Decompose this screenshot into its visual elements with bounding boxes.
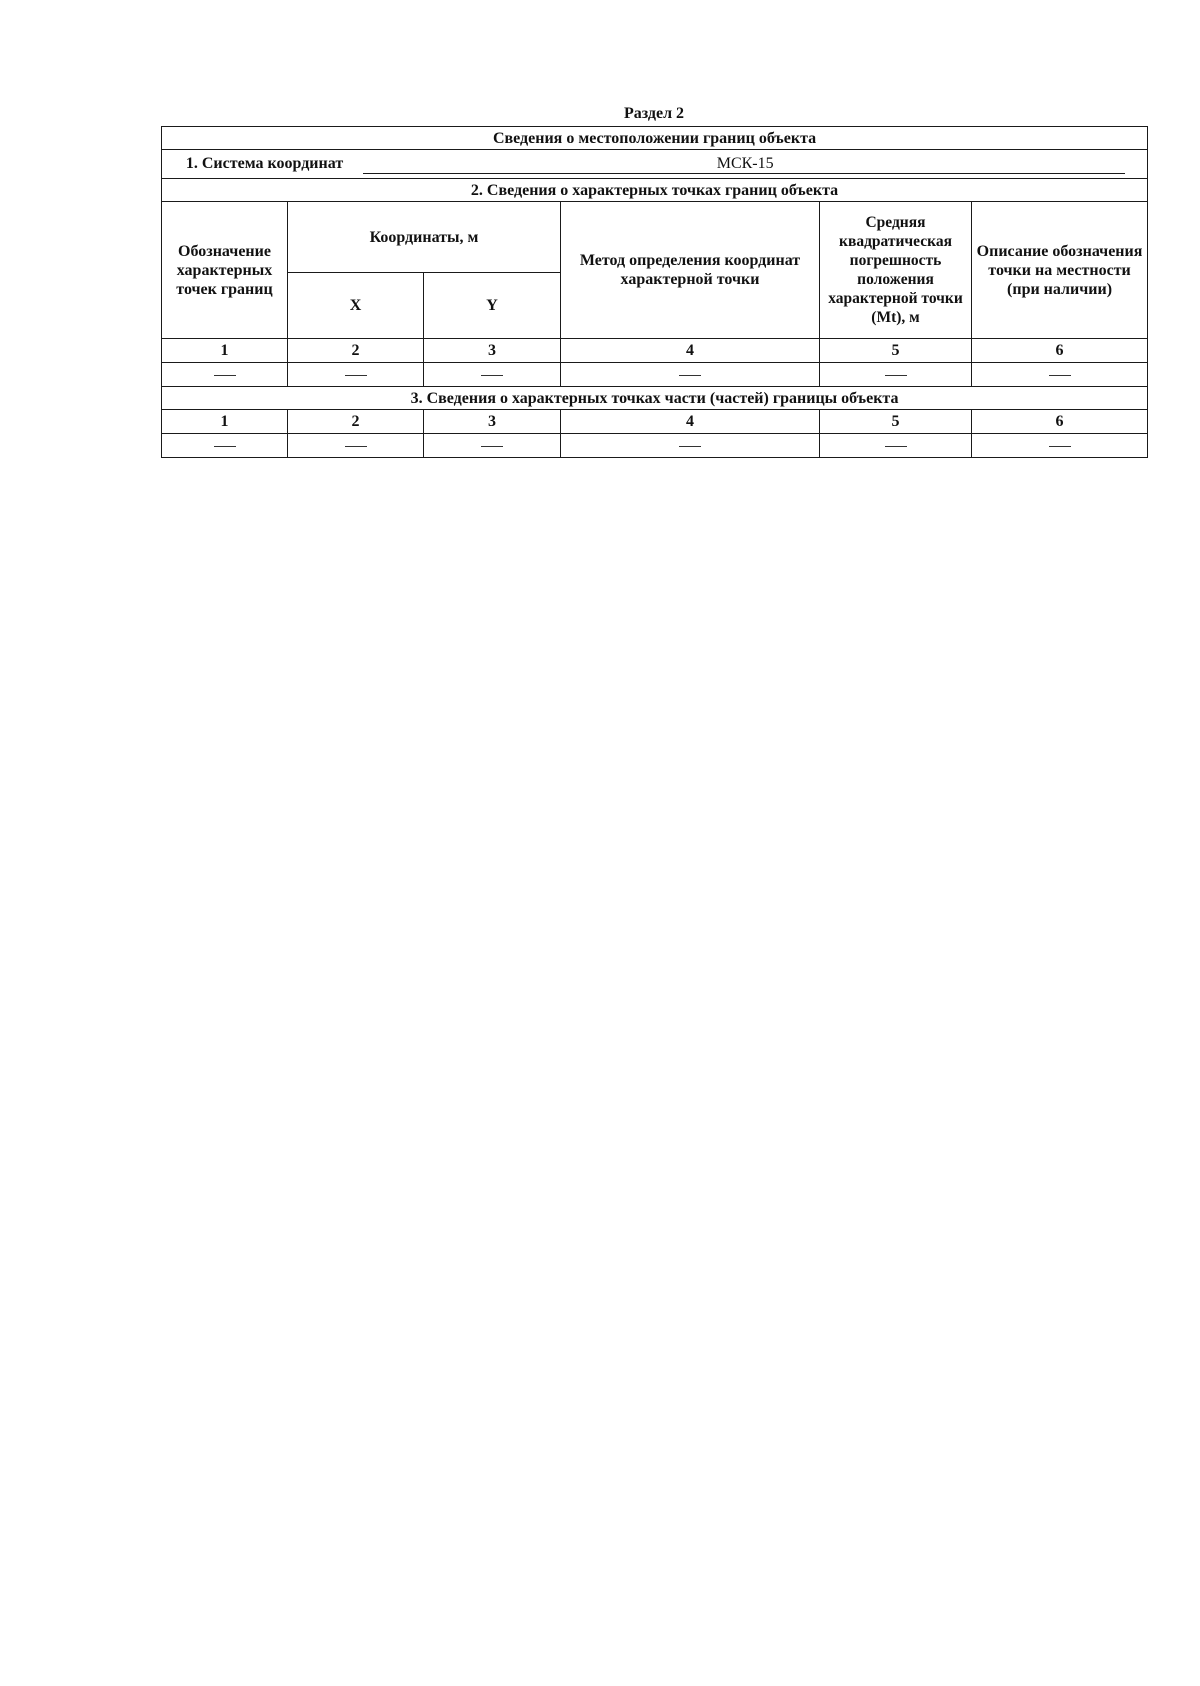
table-row <box>162 363 1148 387</box>
empty-cell <box>424 434 561 458</box>
column-number: 6 <box>972 410 1148 434</box>
empty-cell <box>820 434 972 458</box>
empty-cell <box>561 363 820 387</box>
empty-cell <box>162 363 288 387</box>
column-number: 6 <box>972 339 1148 363</box>
dash-mark <box>885 446 907 447</box>
column-number: 4 <box>561 339 820 363</box>
column-header-row-1 <box>162 202 1148 273</box>
dash-mark <box>1049 375 1071 376</box>
col-method-header: Метод определения координат характерной точки <box>561 202 820 339</box>
col-coordinates-header: Координаты, м <box>288 202 561 273</box>
table-row <box>162 434 1148 458</box>
dash-mark <box>885 375 907 376</box>
dash-mark <box>481 446 503 447</box>
dash-mark <box>214 375 236 376</box>
empty-cell <box>561 434 820 458</box>
boundary-table <box>161 126 1148 458</box>
column-number: 3 <box>424 339 561 363</box>
column-number: 4 <box>561 410 820 434</box>
coord-system-label: 1. Система координат <box>185 155 344 172</box>
dash-mark <box>345 375 367 376</box>
coord-system-cell <box>162 150 1148 179</box>
empty-cell <box>820 363 972 387</box>
empty-cell <box>162 434 288 458</box>
dash-mark <box>481 375 503 376</box>
section-title: Раздел 2 <box>623 105 685 122</box>
empty-cell <box>972 363 1148 387</box>
column-number-row <box>162 339 1148 363</box>
column-number: 1 <box>162 339 288 363</box>
empty-cell <box>424 363 561 387</box>
dash-mark <box>1049 446 1071 447</box>
column-number: 2 <box>288 410 424 434</box>
col-x-header: X <box>288 273 424 339</box>
dash-mark <box>679 375 701 376</box>
dash-mark <box>214 446 236 447</box>
column-number: 1 <box>162 410 288 434</box>
col-designation-header: Обозначение характерных точек границ <box>162 202 288 339</box>
subsection2-row <box>162 179 1148 202</box>
subsection3-title: 3. Сведения о характерных точках части (частей) границы объекта <box>162 387 1148 410</box>
subsection3-row <box>162 387 1148 410</box>
column-number: 2 <box>288 339 424 363</box>
coord-system-row <box>162 150 1148 179</box>
empty-cell <box>972 434 1148 458</box>
col-description-header: Описание обозначения точки на местности (при наличии) <box>972 202 1148 339</box>
table-header: Сведения о местоположении границ объекта <box>162 127 1148 150</box>
col-error-header: Средняя квадратическая погрешность положения характерной точки (Mt), м <box>820 202 972 339</box>
coord-system-value: МСК-15 <box>363 155 1125 174</box>
subsection2-title: 2. Сведения о характерных точках границ объекта <box>162 179 1148 202</box>
dash-mark <box>345 446 367 447</box>
column-number: 3 <box>424 410 561 434</box>
column-number: 5 <box>820 410 972 434</box>
empty-cell <box>288 363 424 387</box>
col-y-header: Y <box>424 273 561 339</box>
column-number: 5 <box>820 339 972 363</box>
table-header-row <box>162 127 1148 150</box>
dash-mark <box>679 446 701 447</box>
empty-cell <box>288 434 424 458</box>
column-number-row-2 <box>162 410 1148 434</box>
